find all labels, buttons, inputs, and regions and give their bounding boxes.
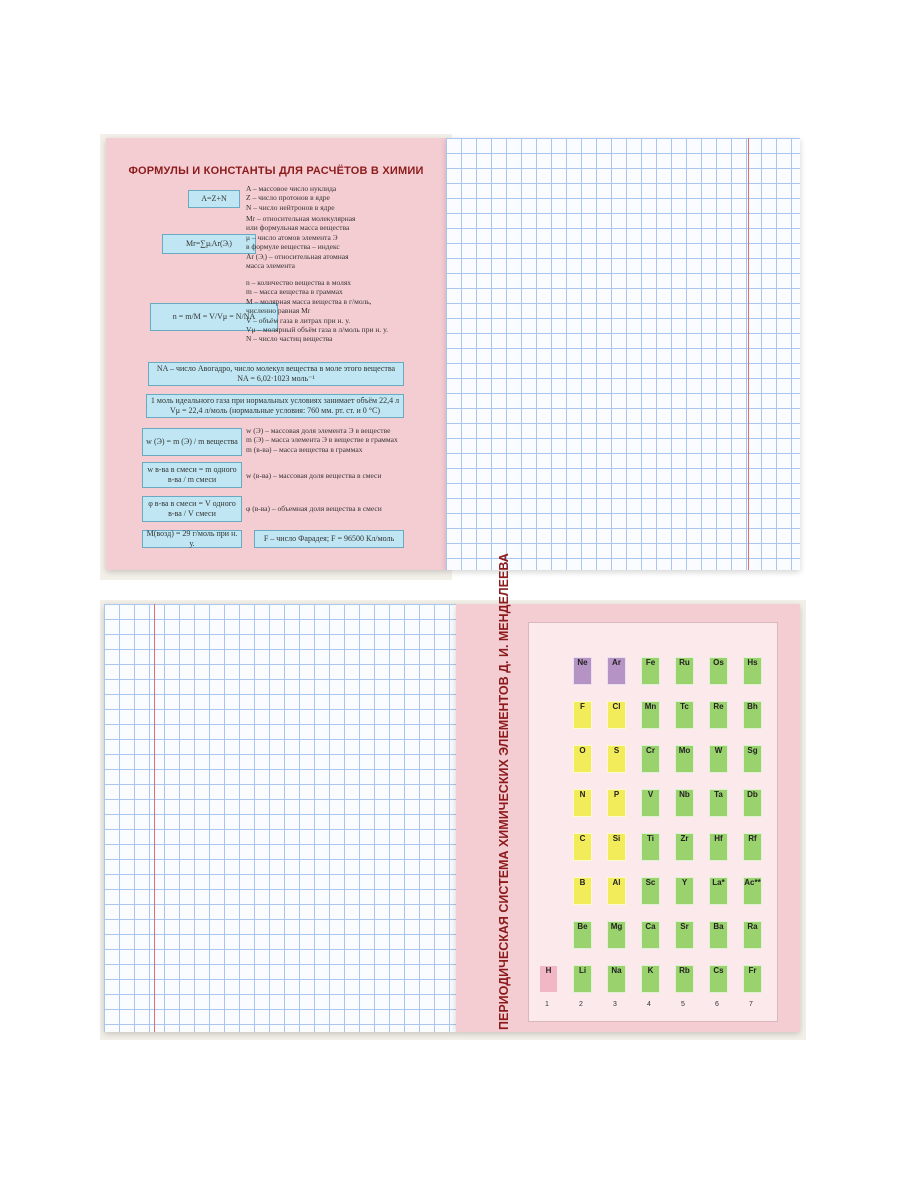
element-cell-ne: Ne [573, 657, 592, 685]
element-cell-rb: Rb [675, 965, 694, 993]
formula-box-2: Mr=∑μᵢAr(Эᵢ) [162, 234, 256, 254]
element-cell-b: B [573, 877, 592, 905]
margin-line [748, 138, 749, 570]
element-cell-nb: Nb [675, 789, 694, 817]
element-cell-be: Be [573, 921, 592, 949]
element-cell-ra: Ra [743, 921, 762, 949]
element-cell-li: Li [573, 965, 592, 993]
element-cell-ru: Ru [675, 657, 694, 685]
element-cell-cl: Cl [607, 701, 626, 729]
formula-box-mixture-mass: w в-ва в смеси = m одного в-ва / m смеси [142, 462, 242, 488]
formula-box-1: A=Z+N [188, 190, 240, 208]
faraday-box: F – число Фарадея; F = 96500 Кл/моль [254, 530, 404, 548]
element-cell-c: C [573, 833, 592, 861]
element-cell-mg: Mg [607, 921, 626, 949]
top-grid-page [446, 138, 800, 570]
element-cell-bh: Bh [743, 701, 762, 729]
element-cell-tc: Tc [675, 701, 694, 729]
element-cell-re: Re [709, 701, 728, 729]
period-number: 1 [545, 1001, 549, 1008]
element-cell-p: P [607, 789, 626, 817]
avogadro-box: NA – число Авогадро, число молекул вещества в моле этого вещества NA = 6,02·1023 моль⁻¹ [148, 362, 404, 386]
element-cell-al: Al [607, 877, 626, 905]
formula-desc-mixture-volume: φ (в-ва) – объемная доля вещества в смеси [246, 504, 382, 513]
element-cell-o: O [573, 745, 592, 773]
element-cell-fr: Fr [743, 965, 762, 993]
air-molar-mass-box: M(возд) = 29 г/моль при н. у. [142, 530, 242, 548]
element-cell-fe: Fe [641, 657, 660, 685]
element-cell-w: W [709, 745, 728, 773]
formula-desc-mass-fraction: w (Э) – массовая доля элемента Э в веществе m (Э) – масса элемента Э в веществе в граммах m (в-ва) – масса вещества в граммах [246, 426, 398, 454]
element-cell-hf: Hf [709, 833, 728, 861]
period-number: 4 [647, 1001, 651, 1008]
period-number: 5 [681, 1001, 685, 1008]
formula-page [106, 138, 446, 570]
element-cell-cs: Cs [709, 965, 728, 993]
element-cell-ba: Ba [709, 921, 728, 949]
element-cell-cr: Cr [641, 745, 660, 773]
formula-desc-1: A – массовое число нуклида Z – число протонов в ядре N – число нейтронов в ядре [246, 184, 337, 212]
periodic-table [528, 622, 778, 1022]
element-cell-rf: Rf [743, 833, 762, 861]
element-cell-sr: Sr [675, 921, 694, 949]
formula-desc-3: n – количество вещества в молях m – масса вещества в граммах M – молярная масса вещества в г/моль, численно равная Mr V – объём газа в литрах при н. у. Vμ – молярный объём газа в л/моль при н. у. N – число частиц вещества [246, 278, 388, 344]
period-number: 7 [749, 1001, 753, 1008]
element-cell-ti: Ti [641, 833, 660, 861]
formula-desc-mixture-mass: w (в-ва) – массовая доля вещества в смеси [246, 471, 382, 480]
element-cell-sg: Sg [743, 745, 762, 773]
element-cell-k: K [641, 965, 660, 993]
formula-page-title: ФОРМУЛЫ И КОНСТАНТЫ ДЛЯ РАСЧЁТОВ В ХИМИИ [128, 165, 424, 177]
element-cell-hs: Hs [743, 657, 762, 685]
element-cell-os: Os [709, 657, 728, 685]
bottom-grid-page [104, 604, 456, 1032]
formula-desc-2: Mr – относительная молекулярная или формульная масса вещества μ – число атомов элемента Э в формуле вещества – индекс Ar (Эᵢ) – относительная атомная масса элемента [246, 214, 356, 270]
element-cell-v: V [641, 789, 660, 817]
molar-volume-box: 1 моль идеального газа при нормальных условиях занимает объём 22,4 л Vμ = 22,4 л/моль (нормальные условия: 760 мм. рт. ст. и 0 °С) [146, 394, 404, 418]
formula-box-3: n = m/M = V/Vμ = N/NA [150, 303, 278, 331]
periodic-table-title: ПЕРИОДИЧЕСКАЯ СИСТЕМА ХИМИЧЕСКИХ ЭЛЕМЕНТОВ Д. И. МЕНДЕЛЕЕВА [497, 553, 511, 1030]
period-number: 2 [579, 1001, 583, 1008]
element-cell-mn: Mn [641, 701, 660, 729]
element-cell-ac: Ac** [743, 877, 762, 905]
period-number: 3 [613, 1001, 617, 1008]
element-cell-ca: Ca [641, 921, 660, 949]
element-cell-si: Si [607, 833, 626, 861]
element-cell-na: Na [607, 965, 626, 993]
element-cell-ar: Ar [607, 657, 626, 685]
margin-line [154, 604, 155, 1032]
formula-box-mixture-volume: φ в-ва в смеси = V одного в-ва / V смеси [142, 496, 242, 522]
element-cell-db: Db [743, 789, 762, 817]
formula-box-mass-fraction: w (Э) = m (Э) / m вещества [142, 428, 242, 456]
element-cell-f: F [573, 701, 592, 729]
element-cell-h: H [539, 965, 558, 993]
element-cell-n: N [573, 789, 592, 817]
element-cell-s: S [607, 745, 626, 773]
element-cell-zr: Zr [675, 833, 694, 861]
element-cell-y: Y [675, 877, 694, 905]
element-cell-la: La* [709, 877, 728, 905]
element-cell-sc: Sc [641, 877, 660, 905]
element-cell-mo: Mo [675, 745, 694, 773]
element-cell-ta: Ta [709, 789, 728, 817]
period-number: 6 [715, 1001, 719, 1008]
